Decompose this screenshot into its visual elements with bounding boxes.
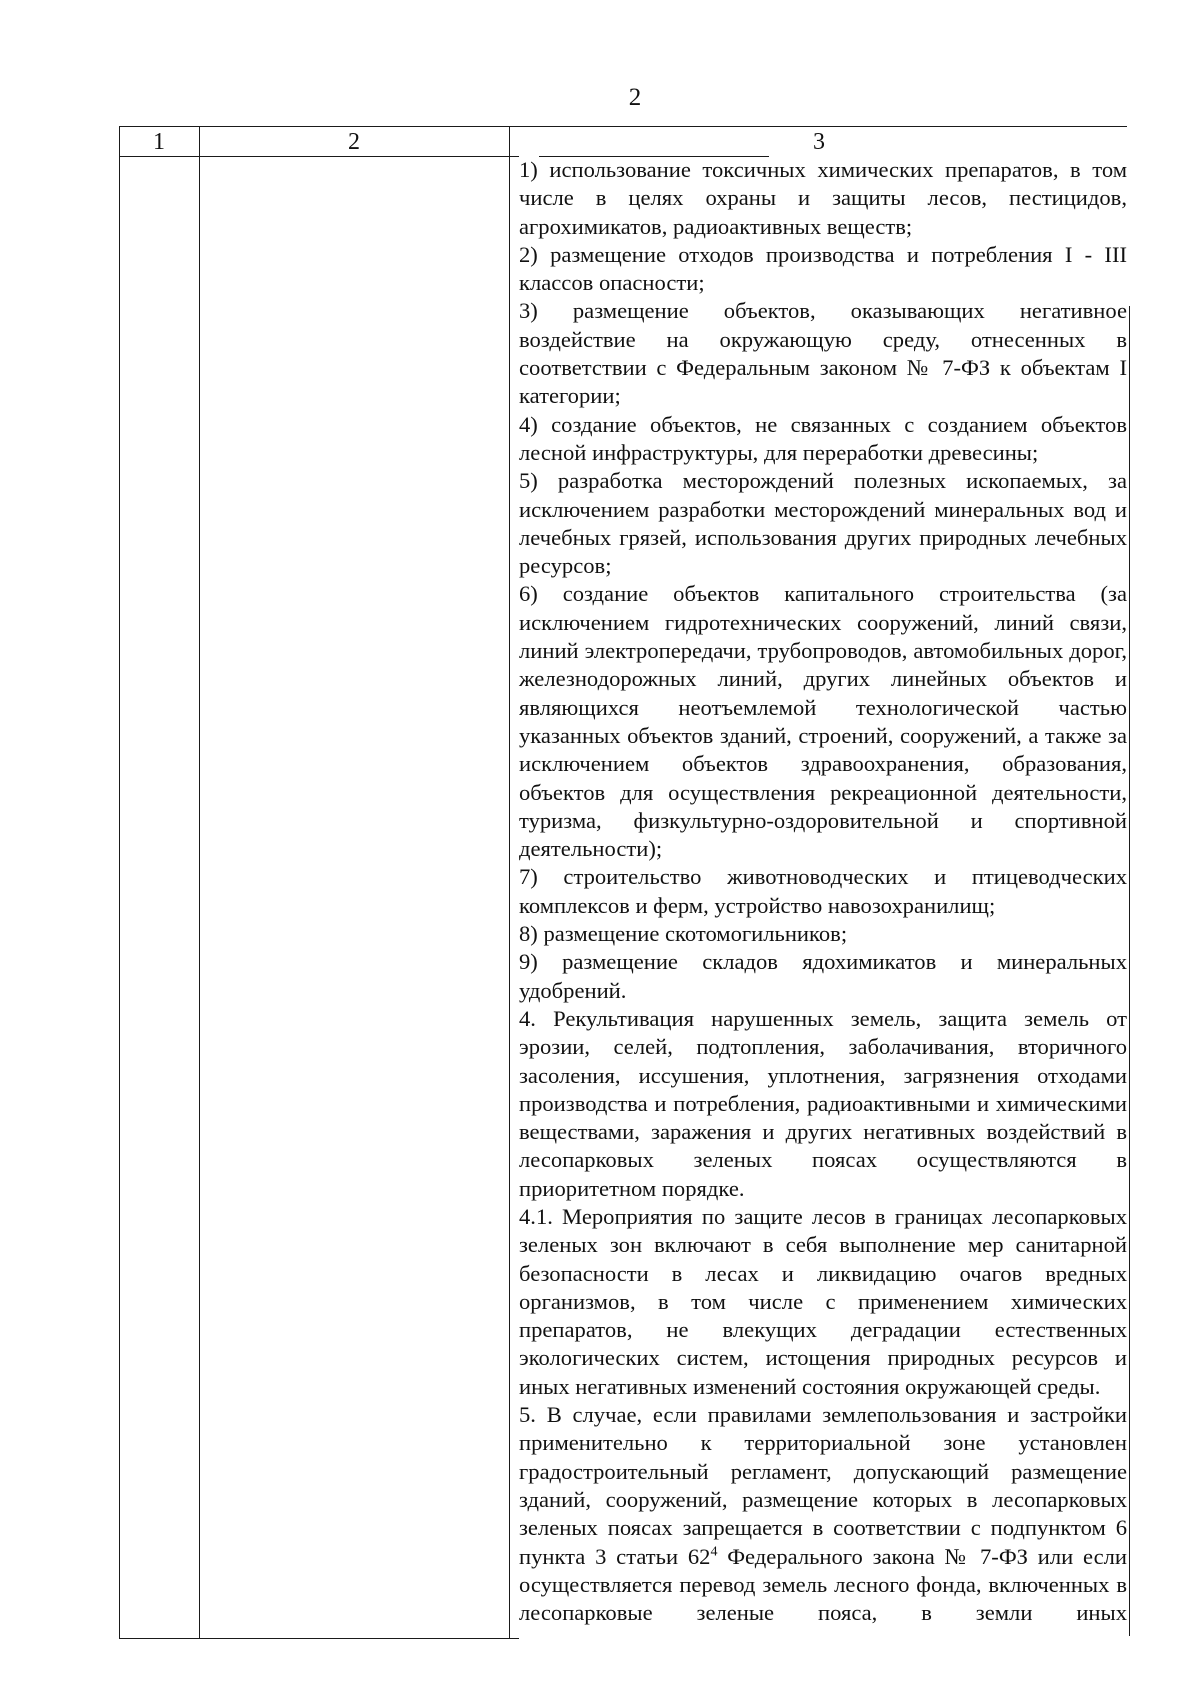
paragraph: 4. Рекультивация нарушенных земель, защита земель от эрозии, селей, подтопления, заболачивания, вторичного засоления, иссушения, уплотнения, загрязнения отходами производства и потребления, радиоактивными и химическими веществами, заражения и других негативных воздействий в лесопарковых зеленых поясах осуществляются в приоритетном порядке. bbox=[519, 1005, 1127, 1201]
column-3-content bbox=[519, 156, 1127, 1627]
paragraph bbox=[519, 1401, 1127, 1627]
list-item: 4) создание объектов, не связанных с созданием объектов лесной инфраструктуры, для переработки древесины; bbox=[519, 411, 1127, 465]
list-item: 7) строительство животноводческих и птицеводческих комплексов и ферм, устройство навозохранилищ; bbox=[519, 864, 1127, 918]
column-divider-1-2 bbox=[199, 126, 200, 1638]
paragraph: 4.1. Мероприятия по защите лесов в границах лесопарковых зеленых зон включают в себя выполнение мер санитарной безопасности в лесах и ликвидацию очагов вредных организмов, в том числе с применением химических препаратов, не влекущих деградации естественных экологических систем, истощения природных ресурсов и иных негативных изменений состояния окружающей среды. bbox=[519, 1203, 1127, 1399]
column-header-1: 1 bbox=[153, 129, 165, 155]
paragraph-text: 5. В случае, если правилами землепользования и застройки применительно к территориальной зоне установлен градостроительный регламент, допускающий размещение зданий, сооружений, размещение которых в лесопарковых зеленых поясах запрещается в соответствии с подпунктом 6 пункта 3 статьи 62 bbox=[519, 1402, 1127, 1569]
list-item: 9) размещение складов ядохимикатов и минеральных удобрений. bbox=[519, 949, 1127, 1003]
list-item: 6) создание объектов капитального строительства (за исключением гидротехнических сооружений, линий связи, линий электропередачи, трубопроводов, автомобильных дорог, железнодорожных линий, других линейных объектов и являющихся неотъемлемой технологической частью указанных объектов зданий, строений, сооружений, а также за исключением объектов здравоохранения, образования, объектов для осуществления рекреационной деятельности, туризма, физкультурно-оздоровительной и спортивной деятельности); bbox=[519, 581, 1127, 862]
table-bottom-border bbox=[119, 1638, 519, 1639]
table-right-border bbox=[1129, 306, 1130, 1636]
list-item: 1) использование токсичных химических препаратов, в том числе в целях охраны и защиты лесов, пестицидов, агрохимикатов, радиоактивных веществ; bbox=[519, 157, 1127, 239]
column-divider-2-3 bbox=[509, 126, 510, 1638]
page-number: 2 bbox=[628, 84, 642, 111]
column-header-3: 3 bbox=[813, 129, 825, 155]
list-item: 5) разработка месторождений полезных ископаемых, за исключением разработки месторождений минеральных вод и лечебных грязей, использования других природных лечебных ресурсов; bbox=[519, 468, 1127, 579]
column-header-2: 2 bbox=[348, 129, 360, 155]
table-left-border bbox=[119, 126, 120, 1638]
list-item: 2) размещение отходов производства и потребления I - III классов опасности; bbox=[519, 241, 1127, 296]
list-item: 8) размещение скотомогильников; bbox=[519, 921, 848, 947]
document-table bbox=[119, 126, 1131, 1641]
paragraph-text: Федерального закона № 7-ФЗ или если осуществляется перевод земель лесного фонда, включенных в лесопарковые зеленые пояса, в земли иных bbox=[519, 1543, 1127, 1626]
superscript: 4 bbox=[710, 1544, 718, 1560]
header-row-border bbox=[119, 156, 519, 157]
list-item: 3) размещение объектов, оказывающих негативное воздействие на окружающую среду, отнесенных в соответствии с Федеральным законом № 7-ФЗ к объектам I категории; bbox=[519, 298, 1127, 409]
